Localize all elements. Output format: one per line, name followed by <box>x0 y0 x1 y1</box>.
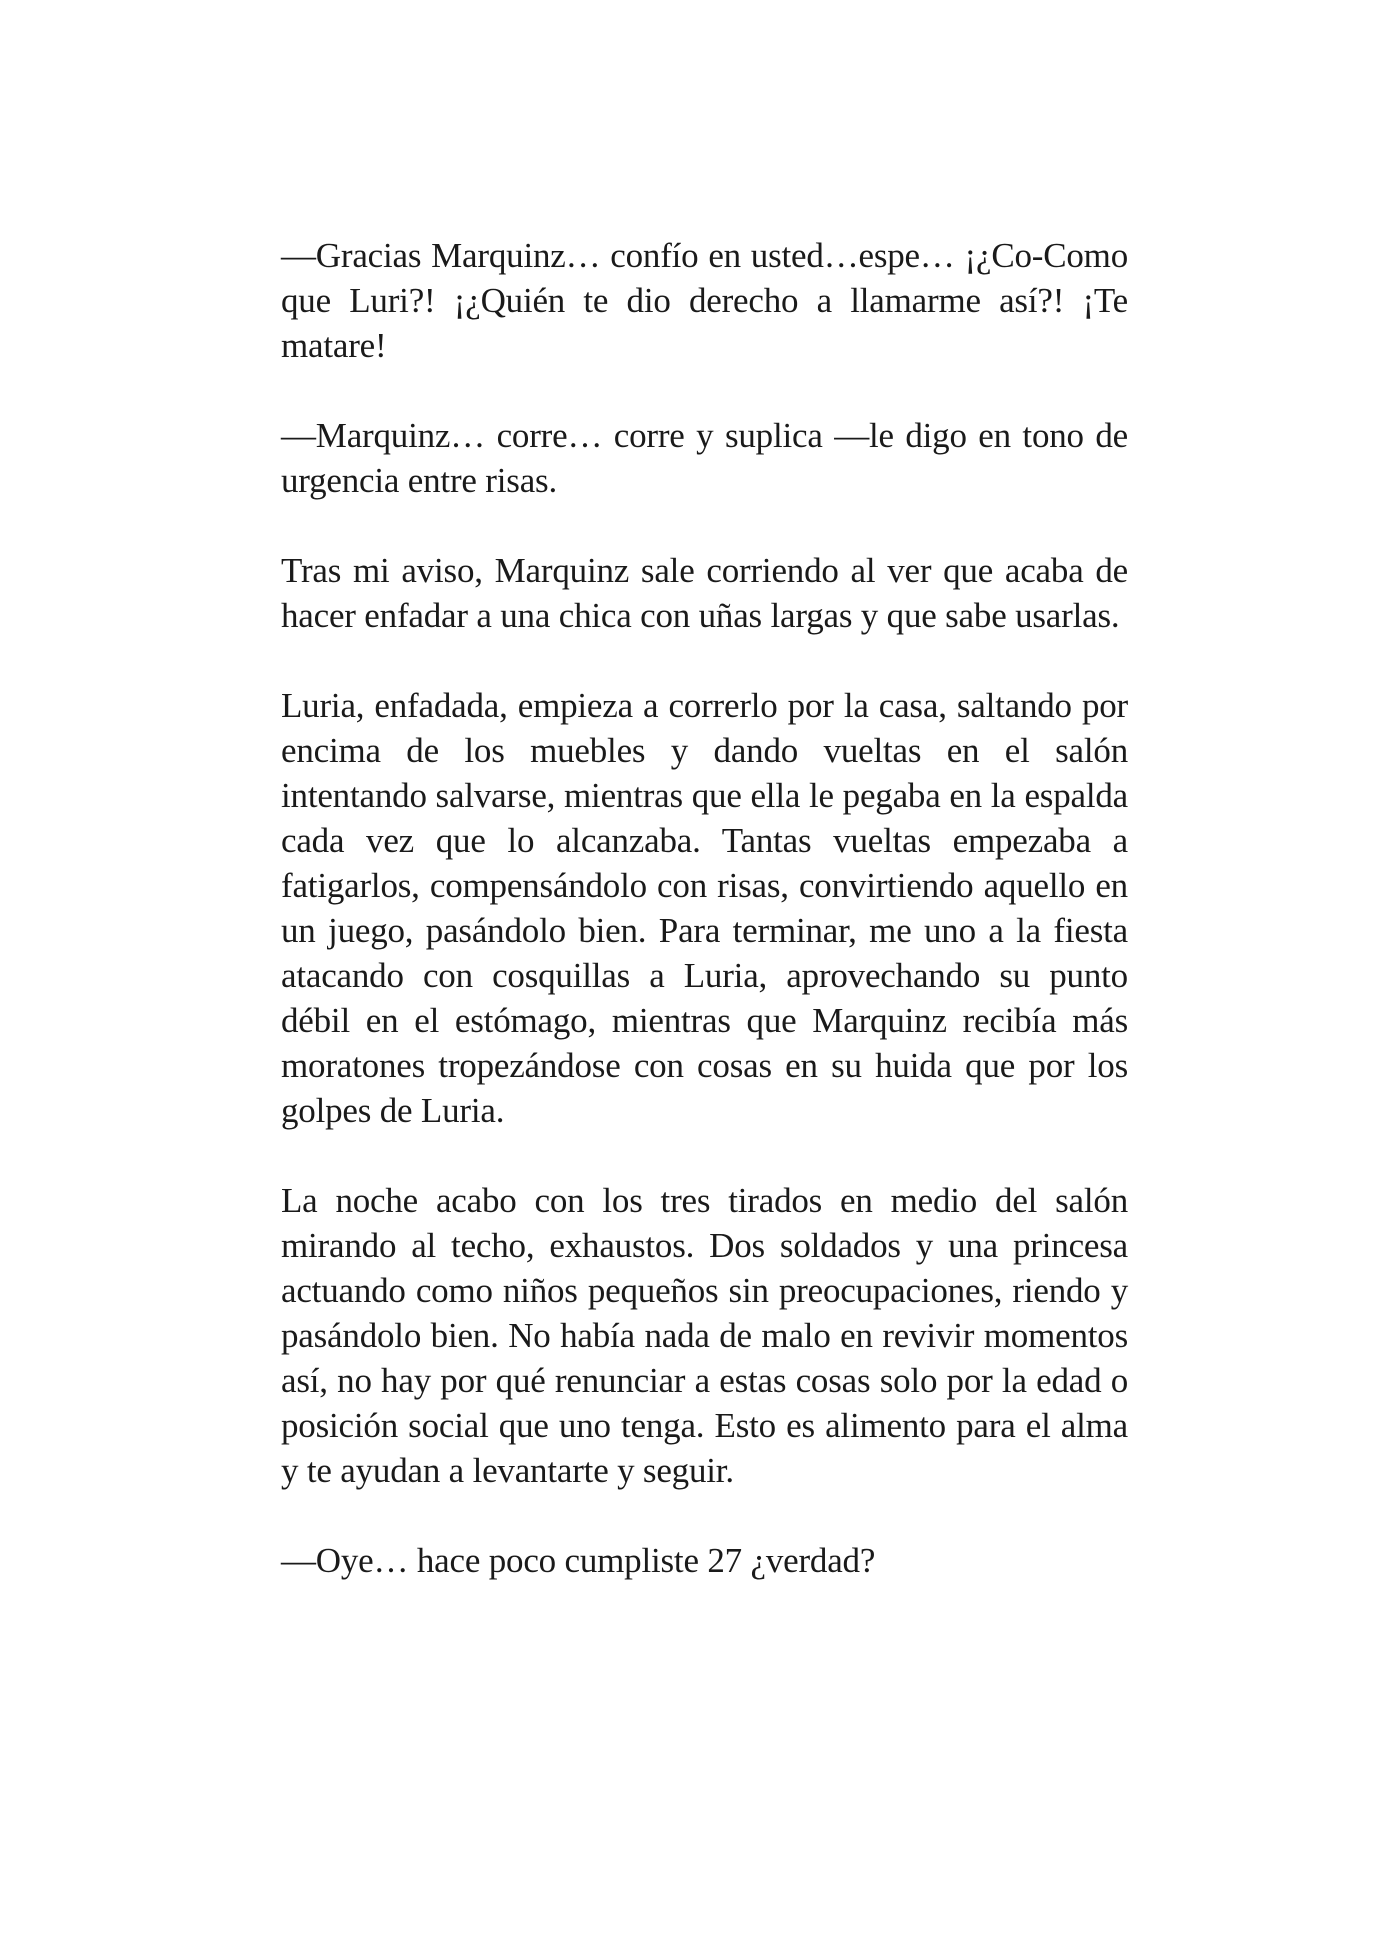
paragraph-3: Tras mi aviso, Marquinz sale corriendo al ver que acaba de hacer enfadar a una chica con uñas largas y que sabe usarlas. <box>281 551 1128 635</box>
paragraph-6: —Oye… hace poco cumpliste 27 ¿verdad? <box>281 1541 876 1580</box>
paragraph-4: Luria, enfadada, empieza a correrlo por la casa, saltando por encima de los muebles y dando vueltas en el salón intentando salvarse, mientras que ella le pegaba en la espalda cada vez que lo alcanzaba. Tantas vueltas empezaba a fatigarlos, compensándolo con risas, convirtiendo aquello en un juego, pasándolo bien. Para terminar, me uno a la fiesta atacando con cosquillas a Luria, aprovechando su punto débil en el estómago, mientras que Marquinz recibía más moratones tropezándose con cosas en su huida que por los golpes de Luria. <box>281 686 1128 1130</box>
paragraph-2: —Marquinz… corre… corre y suplica —le digo en tono de urgencia entre risas. <box>281 416 1128 500</box>
paragraph-5: La noche acabo con los tres tirados en medio del salón mirando al techo, exhaustos. Dos soldados y una princesa actuando como niños pequeños sin preocupaciones, riendo y pasándolo bien. No había nada de malo en revivir momentos así, no hay por qué renunciar a estas cosas solo por la edad o posición social que uno tenga. Esto es alimento para el alma y te ayudan a levantarte y seguir. <box>281 1181 1128 1490</box>
body-text <box>281 233 1128 1583</box>
paragraph-1: —Gracias Marquinz… confío en usted…espe… ¡¿Co-Como que Luri?! ¡¿Quién te dio derecho a llamarme así?! ¡Te matare! <box>281 236 1128 365</box>
